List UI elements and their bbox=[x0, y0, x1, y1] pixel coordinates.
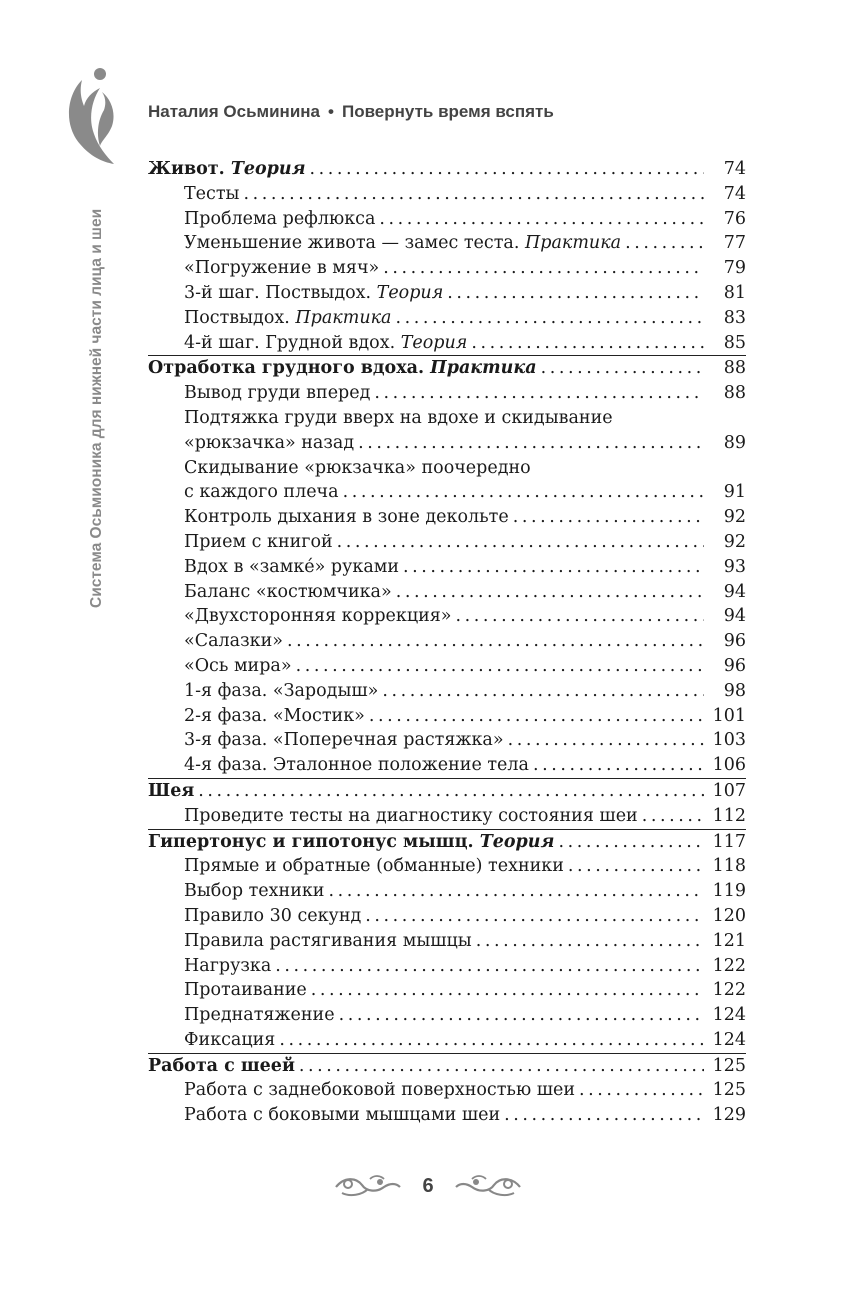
page-ref: 98 bbox=[723, 680, 746, 701]
toc-item[interactable] bbox=[148, 753, 746, 778]
right-ornament-icon bbox=[454, 1173, 522, 1199]
leader-dots bbox=[642, 804, 704, 829]
item-title-italic: Теория bbox=[376, 282, 444, 303]
page-ref: 96 bbox=[723, 631, 746, 652]
toc-section[interactable] bbox=[148, 356, 746, 381]
page-ref: 94 bbox=[723, 581, 746, 602]
item-title: Уменьшение живота — замес теста. bbox=[184, 233, 520, 254]
item-title: 3-я фаза. «Поперечная растяжка» bbox=[184, 730, 504, 751]
toc-item[interactable] bbox=[148, 530, 746, 555]
page-ref: 74 bbox=[723, 183, 746, 204]
leader-dots bbox=[369, 704, 704, 729]
leader-dots bbox=[476, 929, 704, 954]
page-ref: 92 bbox=[723, 507, 746, 528]
page-ref: 120 bbox=[712, 905, 746, 926]
header-book-title: Повернуть время вспять bbox=[341, 102, 554, 121]
page-ref: 74 bbox=[723, 159, 746, 179]
header-author: Наталия Осьминина bbox=[148, 102, 321, 121]
item-title: с каждого плеча bbox=[184, 482, 339, 503]
item-title-italic: Практика bbox=[295, 307, 392, 328]
item-title: Работа с заднебоковой поверхностью шеи bbox=[184, 1080, 576, 1101]
leader-dots bbox=[396, 580, 704, 605]
page-ref: 77 bbox=[723, 233, 746, 254]
section-title: Отработка грудного вдоха. bbox=[148, 358, 425, 379]
page-ref: 119 bbox=[712, 881, 746, 902]
page-ref: 85 bbox=[723, 332, 746, 353]
item-title: 4-й шаг. Грудной вдох. bbox=[184, 332, 396, 353]
leader-dots bbox=[447, 281, 704, 306]
left-ornament-icon bbox=[334, 1173, 402, 1199]
item-title: 4-я фаза. Эталонное положение тела bbox=[184, 755, 529, 776]
toc-item[interactable] bbox=[148, 728, 746, 753]
toc-item[interactable] bbox=[148, 679, 746, 704]
toc-item[interactable] bbox=[148, 1028, 746, 1053]
toc-item[interactable] bbox=[148, 431, 746, 456]
toc-item[interactable] bbox=[148, 207, 746, 232]
leader-dots bbox=[358, 431, 704, 456]
leader-dots bbox=[382, 679, 704, 704]
toc-section[interactable] bbox=[148, 779, 746, 804]
toc-item[interactable] bbox=[148, 256, 746, 281]
leader-dots bbox=[243, 182, 704, 207]
toc-item[interactable] bbox=[148, 580, 746, 605]
table-of-contents bbox=[148, 157, 746, 1128]
leader-dots bbox=[337, 530, 704, 555]
section-title-italic: Практика bbox=[430, 358, 537, 379]
page-ref: 106 bbox=[712, 755, 746, 776]
leader-dots bbox=[365, 904, 704, 929]
leader-dots bbox=[328, 879, 704, 904]
item-title: 3-й шаг. Поствыдох. bbox=[184, 282, 372, 303]
item-title: Баланс «костюмчика» bbox=[184, 581, 392, 602]
toc-item[interactable] bbox=[148, 929, 746, 954]
toc-item[interactable] bbox=[148, 854, 746, 879]
leader-dots bbox=[558, 830, 704, 855]
toc-item[interactable] bbox=[148, 1003, 746, 1028]
leader-dots bbox=[403, 555, 704, 580]
toc-item[interactable] bbox=[148, 381, 746, 406]
page-ref: 88 bbox=[723, 383, 746, 404]
item-title-line1: Подтяжка груди вверх на вдохе и скидывание bbox=[184, 407, 613, 428]
toc-item[interactable] bbox=[148, 555, 746, 580]
item-title: Контроль дыхания в зоне декольте bbox=[184, 507, 509, 528]
item-title-italic: Практика bbox=[524, 233, 622, 254]
page-ref: 94 bbox=[723, 606, 746, 627]
toc-item[interactable] bbox=[148, 1078, 746, 1103]
toc-item[interactable] bbox=[148, 604, 746, 629]
leader-dots bbox=[508, 728, 704, 753]
page-ref: 79 bbox=[723, 258, 746, 279]
page-ref: 124 bbox=[712, 1029, 746, 1050]
item-title: Преднатяжение bbox=[184, 1005, 335, 1026]
leader-dots bbox=[533, 753, 704, 778]
page-ref: 125 bbox=[712, 1080, 746, 1101]
toc-section[interactable] bbox=[148, 157, 746, 182]
item-title: «Салазки» bbox=[184, 631, 283, 652]
item-title: Проведите тесты на диагностику состояния шеи bbox=[184, 805, 638, 826]
section-title: Гипертонус и гипотонус мышц. bbox=[148, 831, 474, 852]
leader-dots bbox=[579, 1078, 704, 1103]
page-ref: 83 bbox=[723, 307, 746, 328]
page-ref: 91 bbox=[723, 482, 746, 503]
running-header bbox=[148, 102, 554, 122]
section-title: Шея bbox=[148, 780, 195, 801]
toc-item[interactable] bbox=[148, 978, 746, 1003]
leader-dots bbox=[541, 356, 704, 381]
item-title: Проблема рефлюкса bbox=[184, 208, 376, 229]
section-title: Работа с шеей bbox=[148, 1055, 295, 1076]
item-title: Поствыдох. bbox=[184, 307, 290, 328]
page-ref: 118 bbox=[712, 856, 746, 877]
page-ref: 117 bbox=[712, 831, 746, 852]
item-title: Протаивание bbox=[184, 980, 307, 1001]
item-title: «Погружение в мяч» bbox=[184, 258, 380, 279]
toc-item[interactable] bbox=[148, 331, 746, 356]
item-title: «рюкзачка» назад bbox=[184, 432, 355, 453]
toc-item[interactable] bbox=[148, 182, 746, 207]
page-ref: 101 bbox=[712, 705, 746, 726]
page-footer bbox=[0, 1166, 856, 1206]
item-title: Прием с книгой bbox=[184, 531, 333, 552]
page-ref: 112 bbox=[712, 805, 746, 826]
leader-dots bbox=[504, 1103, 704, 1128]
toc-item[interactable] bbox=[148, 505, 746, 530]
item-title: Тесты bbox=[184, 183, 240, 204]
leader-dots bbox=[198, 779, 704, 804]
section-title: Живот. bbox=[148, 159, 225, 179]
page-ref: 121 bbox=[712, 930, 746, 951]
item-title: Работа с боковыми мышцами шеи bbox=[184, 1105, 501, 1126]
leader-dots bbox=[568, 854, 704, 879]
leader-dots bbox=[374, 381, 704, 406]
page-ref: 122 bbox=[712, 955, 746, 976]
toc-item[interactable] bbox=[148, 904, 746, 929]
section-title-italic: Теория bbox=[479, 831, 555, 852]
leader-dots bbox=[287, 629, 704, 654]
item-title: «Ось мира» bbox=[184, 655, 292, 676]
leader-dots bbox=[396, 306, 705, 331]
toc-section[interactable] bbox=[148, 830, 746, 855]
item-title: «Двухсторонняя коррекция» bbox=[184, 606, 452, 627]
page-ref: 129 bbox=[712, 1105, 746, 1126]
item-title: 2-я фаза. «Мостик» bbox=[184, 705, 365, 726]
header-separator: • bbox=[328, 102, 334, 121]
item-title: Правила растягивания мышцы bbox=[184, 930, 472, 951]
toc-item[interactable] bbox=[148, 804, 746, 829]
toc-item[interactable] bbox=[148, 231, 746, 256]
page-ref: 81 bbox=[723, 282, 746, 303]
item-title: Правило 30 секунд bbox=[184, 905, 362, 926]
leader-dots bbox=[513, 505, 704, 530]
item-title: Вывод груди вперед bbox=[184, 383, 371, 404]
item-title: Фиксация bbox=[184, 1029, 276, 1050]
leader-dots bbox=[299, 1054, 704, 1079]
item-title-italic: Теория bbox=[400, 332, 468, 353]
toc-item[interactable] bbox=[148, 306, 746, 331]
leader-dots bbox=[296, 654, 704, 679]
page-ref: 122 bbox=[712, 980, 746, 1001]
page-ref: 124 bbox=[712, 1005, 746, 1026]
item-title-line1: Скидывание «рюкзачка» поочередно bbox=[184, 457, 531, 478]
page-ref: 96 bbox=[723, 655, 746, 676]
page-ref: 103 bbox=[712, 730, 746, 751]
leader-dots bbox=[456, 604, 704, 629]
page-number: 6 bbox=[422, 1174, 434, 1197]
toc-item[interactable] bbox=[148, 879, 746, 904]
toc-item[interactable] bbox=[148, 480, 746, 505]
page-ref: 88 bbox=[723, 358, 746, 379]
item-title: Нагрузка bbox=[184, 955, 272, 976]
page-ref: 92 bbox=[723, 531, 746, 552]
leader-dots bbox=[311, 978, 704, 1003]
page-ref: 125 bbox=[712, 1055, 746, 1076]
leader-dots bbox=[379, 207, 704, 232]
page-ref: 107 bbox=[712, 780, 746, 801]
item-title: 1-я фаза. «Зародыш» bbox=[184, 680, 379, 701]
toc-section[interactable] bbox=[148, 1054, 746, 1079]
toc-item[interactable] bbox=[148, 954, 746, 979]
toc-item[interactable] bbox=[148, 629, 746, 654]
leader-dots bbox=[279, 1028, 704, 1053]
toc-item[interactable] bbox=[148, 281, 746, 306]
leader-dots bbox=[275, 954, 704, 979]
item-title: Прямые и обратные (обманные) техники bbox=[184, 856, 564, 877]
item-title: Вдох в «замке́» руками bbox=[184, 556, 400, 577]
leader-dots bbox=[343, 480, 704, 505]
page-ref: 93 bbox=[723, 556, 746, 577]
toc-item[interactable] bbox=[148, 704, 746, 729]
leader-dots bbox=[339, 1003, 704, 1028]
leader-dots bbox=[471, 331, 704, 356]
item-title: Выбор техники bbox=[184, 881, 325, 902]
side-running-title: Система Осьмионика для нижней части лица и шеи bbox=[88, 208, 105, 608]
leader-dots bbox=[625, 231, 704, 256]
section-title-italic: Теория bbox=[230, 159, 306, 179]
leader-dots bbox=[310, 157, 704, 182]
publisher-logo-icon bbox=[62, 66, 122, 166]
page-ref: 76 bbox=[723, 208, 746, 229]
page-ref: 89 bbox=[723, 432, 746, 453]
leader-dots bbox=[383, 256, 704, 281]
toc-item[interactable] bbox=[148, 654, 746, 679]
toc-item[interactable] bbox=[148, 1103, 746, 1128]
